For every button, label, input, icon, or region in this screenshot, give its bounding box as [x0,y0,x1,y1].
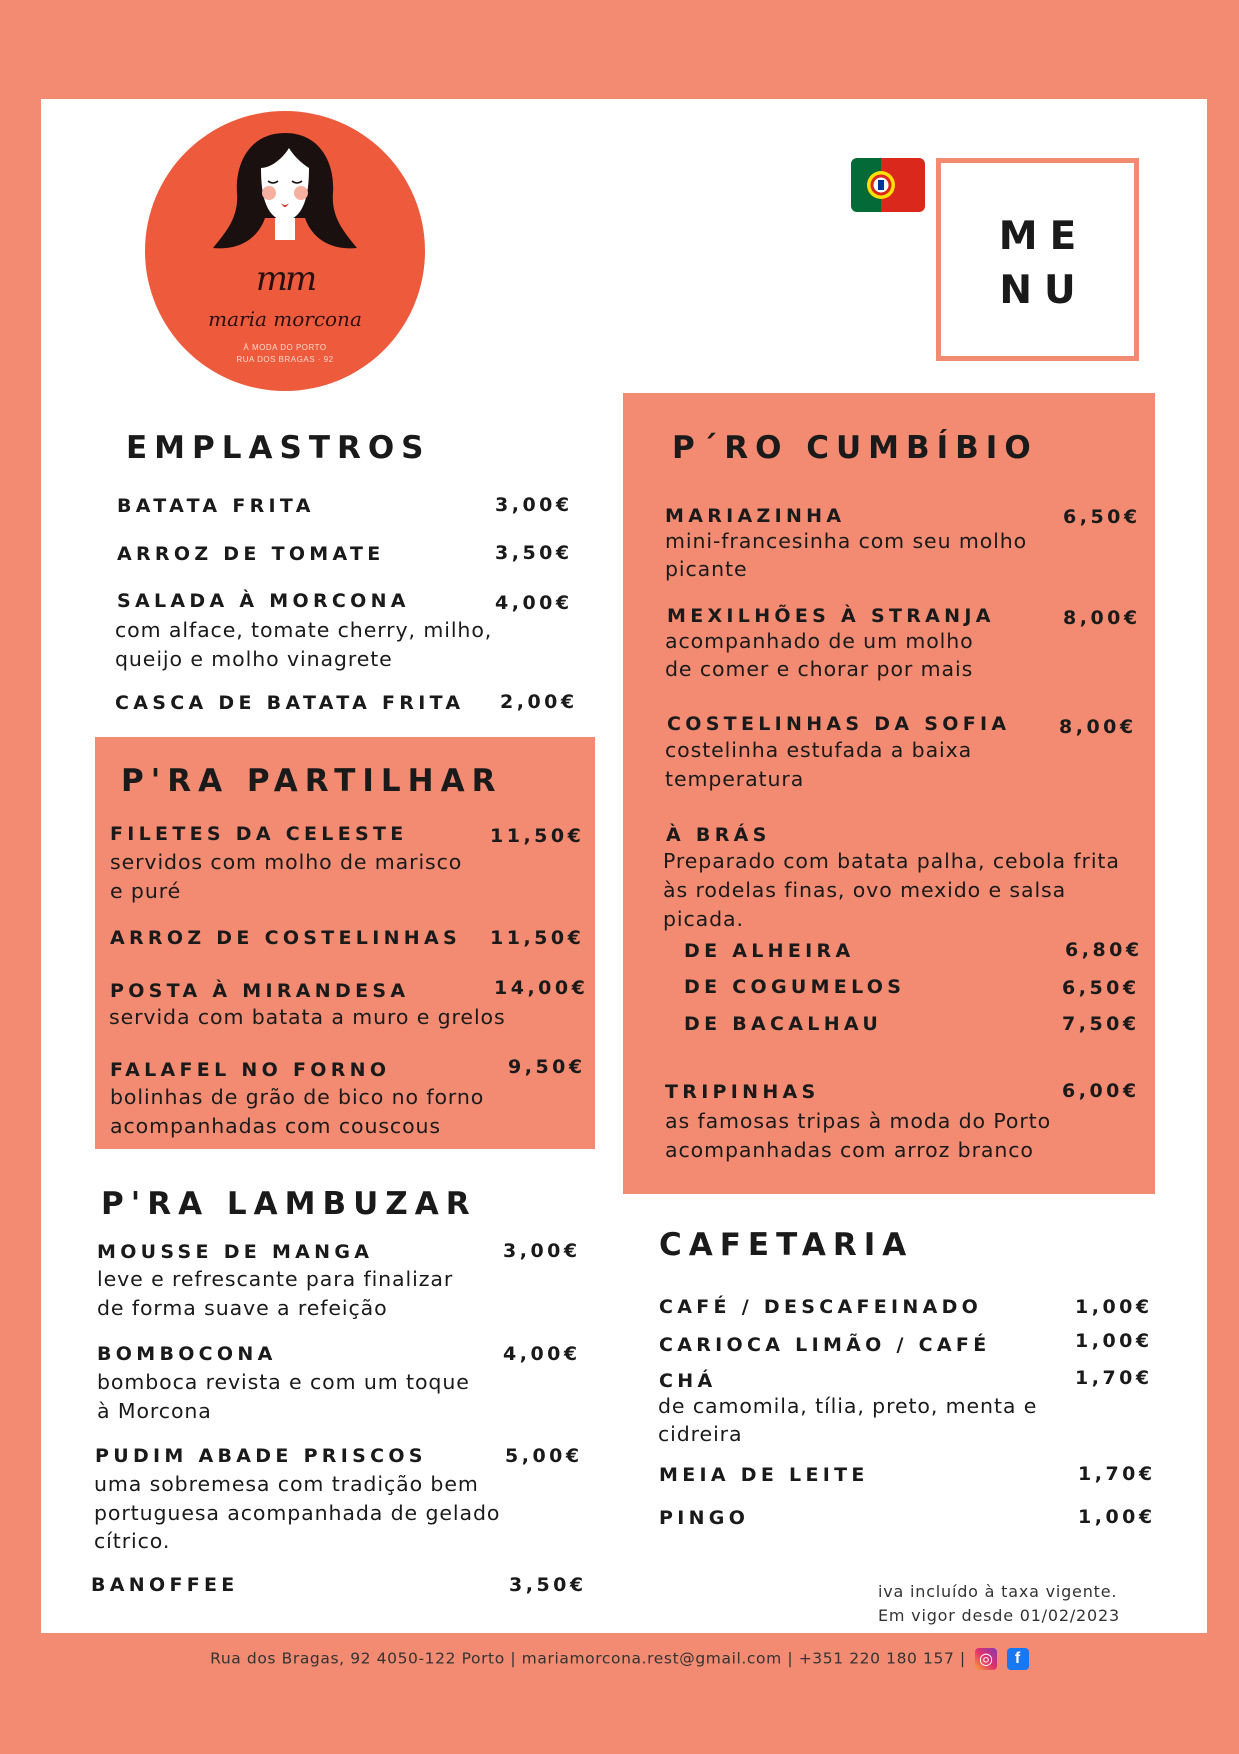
menu-item-price: 1,70€ [1075,1367,1153,1389]
restaurant-logo [145,111,425,391]
menu-item-price: 2,00€ [500,691,578,713]
menu-item-description: com alface, tomate cherry, milho, [115,618,493,642]
menu-title-line2: NU [999,268,1088,313]
menu-item-price: 8,00€ [1063,607,1141,629]
menu-item-variant-name: DE BACALHAU [684,1013,883,1035]
menu-item-description: cidreira [658,1422,743,1446]
menu-item-description: bolinhas de grão de bico no forno [110,1085,485,1109]
logo-monogram: mm [255,259,315,299]
menu-item-name: CHÁ [659,1370,717,1392]
instagram-icon[interactable]: ◎ [975,1648,997,1670]
menu-item-name: CAFÉ / DESCAFEINADO [659,1296,983,1318]
menu-item-price: 1,00€ [1075,1330,1153,1352]
menu-item-description: uma sobremesa com tradição bem [94,1472,479,1496]
menu-title-box [936,158,1139,361]
menu-item-name: POSTA À MIRANDESA [110,980,410,1002]
section-title-cumbibio: P´RO CUMBÍBIO [672,430,1038,466]
menu-item-name: BOMBOCONA [97,1343,277,1365]
menu-item-name: CARIOCA LIMÃO / CAFÉ [659,1334,991,1356]
section-title-emplastros: EMPLASTROS [126,430,431,466]
menu-item-name: MARIAZINHA [665,505,846,527]
menu-item-name: PINGO [659,1507,750,1529]
menu-item-price: 11,50€ [490,927,585,949]
menu-item-description: portuguesa acompanhada de gelado [94,1501,501,1525]
menu-item-description: de forma suave a refeição [97,1296,388,1320]
tax-note: iva incluído à taxa vigente. [878,1582,1118,1601]
menu-item-name: À BRÁS [666,824,771,846]
menu-item-description: mini-francesinha com seu molho [665,529,1028,553]
menu-item-price: 3,50€ [495,542,573,564]
logo-tagline: À MODA DO PORTO [243,343,327,352]
menu-item-variant-name: DE COGUMELOS [684,976,906,998]
menu-item-price: 1,70€ [1078,1463,1156,1485]
menu-item-name: BATATA FRITA [117,495,315,517]
menu-item-variant-price: 6,80€ [1065,939,1143,961]
menu-item-description: acompanhadas com arroz branco [665,1138,1034,1162]
menu-item-description: servidos com molho de marisco [110,850,463,874]
menu-item-description: picada. [663,907,744,931]
menu-item-description: de camomila, tília, preto, menta e [658,1394,1038,1418]
menu-item-name: ARROZ DE COSTELINHAS [110,927,461,949]
section-title-lambuzar: P'RA LAMBUZAR [101,1186,477,1222]
menu-item-variant-price: 7,50€ [1062,1013,1140,1035]
menu-item-description: de comer e chorar por mais [665,657,974,681]
menu-item-price: 4,00€ [503,1343,581,1365]
menu-item-description: cítrico. [94,1529,171,1553]
menu-item-description: acompanhado de um molho [665,629,974,653]
menu-item-price: 1,00€ [1075,1296,1153,1318]
menu-item-description: picante [665,557,748,581]
menu-item-description: costelinha estufada a baixa [665,738,973,762]
menu-item-variant-name: DE ALHEIRA [684,940,855,962]
menu-item-description: Preparado com batata palha, cebola frita [663,849,1120,873]
menu-item-description: acompanhadas com couscous [110,1114,442,1138]
menu-item-name: ARROZ DE TOMATE [117,543,385,565]
menu-item-description: temperatura [665,767,805,791]
menu-item-description: às rodelas finas, ovo mexido e salsa [663,878,1067,902]
portugal-flag-icon[interactable] [851,158,925,212]
menu-item-description: bomboca revista e com um toque [97,1370,470,1394]
menu-item-description: à Morcona [97,1399,212,1423]
menu-item-name: BANOFFEE [91,1574,239,1596]
footer [0,1648,1239,1670]
menu-item-name: PUDIM ABADE PRISCOS [95,1445,427,1467]
logo-name: maria morcona [208,307,362,331]
logo-address: RUA DOS BRAGAS · 92 [236,355,334,364]
woman-illustration-icon [205,123,365,258]
menu-item-name: FALAFEL NO FORNO [110,1059,391,1081]
menu-item-variant-price: 6,50€ [1062,977,1140,999]
menu-item-description: servida com batata a muro e grelos [109,1005,506,1029]
menu-title-line1: ME [998,214,1089,259]
menu-item-name: MEXILHÕES À STRANJA [667,605,995,627]
menu-item-price: 11,50€ [490,825,585,847]
validity-note: Em vigor desde 01/02/2023 [878,1606,1120,1625]
menu-item-price: 3,00€ [495,494,573,516]
menu-item-description: queijo e molho vinagrete [115,647,393,671]
menu-item-name: MOUSSE DE MANGA [97,1241,374,1263]
menu-item-price: 3,50€ [509,1574,587,1596]
menu-item-price: 9,50€ [508,1056,586,1078]
menu-item-price: 8,00€ [1059,716,1137,738]
menu-item-name: COSTELINHAS DA SOFIA [667,713,1011,735]
menu-item-name: TRIPINHAS [665,1081,820,1103]
menu-item-price: 3,00€ [503,1240,581,1262]
menu-item-price: 1,00€ [1078,1506,1156,1528]
menu-item-price: 5,00€ [505,1445,583,1467]
section-title-cafetaria: CAFETARIA [659,1227,914,1263]
menu-item-name: SALADA À MORCONA [117,590,410,612]
menu-item-name: MEIA DE LEITE [659,1464,869,1486]
menu-item-price: 6,00€ [1062,1080,1140,1102]
footer-contact: Rua dos Bragas, 92 4050-122 Porto | mariamorcona.rest@gmail.com | +351 220 180 157 | [210,1649,966,1668]
menu-item-description: leve e refrescante para finalizar [97,1267,454,1291]
menu-item-description: as famosas tripas à moda do Porto [665,1109,1052,1133]
menu-item-description: e puré [110,879,182,903]
menu-item-price: 6,50€ [1063,506,1141,528]
menu-item-name: FILETES DA CELESTE [110,823,408,845]
menu-item-price: 14,00€ [494,977,589,999]
menu-item-name: CASCA DE BATATA FRITA [115,692,465,714]
section-title-partilhar: P'RA PARTILHAR [121,763,503,799]
facebook-icon[interactable]: f [1007,1648,1029,1670]
menu-item-price: 4,00€ [495,592,573,614]
